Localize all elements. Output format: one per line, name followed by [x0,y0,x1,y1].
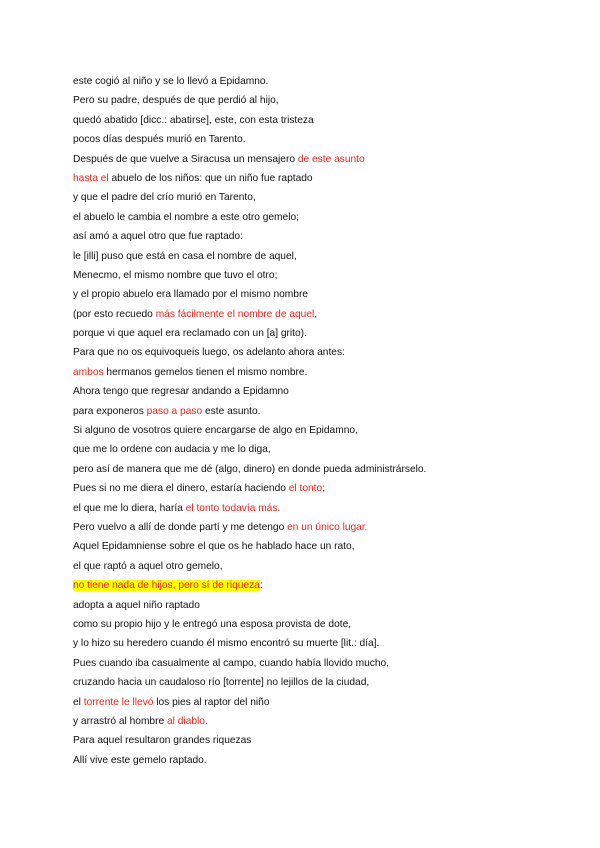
line-text: este asunto. [202,405,261,417]
line-text: adopta a aquel niño raptado [73,599,200,611]
red-annotation-text: el tonto todavía más [185,502,278,514]
text-line [73,169,573,188]
line-text: que me lo ordene con audacia y me lo diga, [73,444,271,456]
red-annotation-text: ambos [73,366,104,378]
red-annotation-text: al diablo. [167,715,208,727]
text-line [73,731,573,750]
line-text: Allí vive este gemelo raptado. [73,754,207,766]
text-line [73,266,573,285]
line-text: : [259,580,263,592]
line-text: Pero vuelvo a allí de donde partí y me detengo [73,521,288,533]
red-annotation-text: más fácilmente el nombre de aquel [155,308,315,320]
text-line [73,557,573,576]
text-line [73,460,573,479]
red-annotation-text: torrente le llevó [83,696,154,708]
line-text: Para aquel resultaron grandes riquezas [73,735,252,747]
line-text: Pues si no me diera el dinero, estaría haciendo [73,483,289,495]
text-line [73,751,573,770]
line-text: porque vi que aquel era reclamado con un [a] grito). [73,328,307,340]
translation-text [73,72,573,770]
text-line [73,188,573,207]
line-text: Aquel Epidamniense sobre el que os he hablado hace un rato, [73,541,355,553]
text-line [73,673,573,692]
line-text: Después de que vuelve a Siracusa un mensajero [73,153,298,165]
text-line [73,499,573,518]
line-text: así amó a aquel otro que fue raptado: [73,231,243,243]
line-text: el que raptó a aquel otro gemelo, [73,560,223,572]
text-line [73,440,573,459]
line-text: . [277,502,281,514]
line-text: Ahora tengo que regresar andando a Epidamno [73,386,289,398]
text-line [73,343,573,362]
text-line [73,615,573,634]
line-text: y el propio abuelo era llamado por el mismo nombre [73,289,308,301]
text-line [73,305,573,324]
text-line [73,363,573,382]
text-line [73,72,573,91]
highlighted-text: no tiene nada de hijos, pero sí de riqueza [73,580,260,592]
line-text: (por esto recuedo [73,308,156,320]
line-text: los pies al raptor del niño [153,696,270,708]
line-text: como su propio hijo y le entregó una esposa provista de dote, [73,618,352,630]
line-text: Pero su padre, después de que perdió al hijo, [73,95,279,107]
line-text: Para que no os equivoqueis luego, os adelanto ahora antes: [73,347,345,359]
text-line [73,518,573,537]
line-text: pero así de manera que me dé (algo, dinero) en donde pueda administrárselo. [73,463,427,475]
line-text: el [73,696,84,708]
line-text: el que me lo diera, haría [73,502,186,514]
line-text: y lo hizo su heredero cuando él mismo encontró su muerte [lit.: día]. [73,638,380,650]
text-line [73,111,573,130]
line-text: le [illi] puso que está en casa el nombre de aquel, [73,250,297,262]
red-annotation-text: de este asunto [297,153,365,165]
red-annotation-text: paso a paso [146,405,203,417]
line-text: quedó abatido [dicc.: abatirse], este, con esta tristeza [73,114,314,126]
line-text: Menecmo, el mismo nombre que tuvo el otro; [73,269,278,281]
line-text: cruzando hacia un caudaloso río [torrente] no lejillos de la ciudad, [73,677,370,689]
text-line [73,402,573,421]
text-line [73,324,573,343]
text-line [73,537,573,556]
red-annotation-text: el tonto [288,483,323,495]
text-line [73,712,573,731]
line-text: para exponeros [73,405,147,417]
line-text: abuelo de los niños: que un niño fue raptado [108,172,313,184]
text-line [73,654,573,673]
text-line [73,150,573,169]
text-line [73,91,573,110]
text-line [73,285,573,304]
red-annotation-text: en un único lugar. [287,521,368,533]
line-text: y que el padre del crío murió en Tarento, [73,192,256,204]
line-text: Si alguno de vosotros quiere encargarse de algo en Epidamno, [73,425,358,437]
text-line [73,596,573,615]
text-line [73,227,573,246]
line-text: hermanos gemelos tienen el mismo nombre. [103,366,308,378]
text-line [73,421,573,440]
line-text: y arrastró al hombre [73,715,167,727]
line-text: ; [322,483,326,495]
text-line [73,208,573,227]
text-line [73,576,573,595]
text-line [73,693,573,712]
text-line [73,634,573,653]
line-text: pocos días después murió en Tarento. [73,134,246,146]
line-text: , [314,308,318,320]
text-line [73,382,573,401]
text-line [73,130,573,149]
line-text: este cogió al niño y se lo llevó a Epidamno. [73,76,269,87]
line-text: el abuelo le cambia el nombre a este otro gemelo; [73,211,299,223]
text-line [73,247,573,266]
text-line [73,479,573,498]
red-annotation-text: hasta el [73,172,109,184]
line-text: Pues cuando iba casualmente al campo, cuando había llovido mucho, [73,657,390,669]
